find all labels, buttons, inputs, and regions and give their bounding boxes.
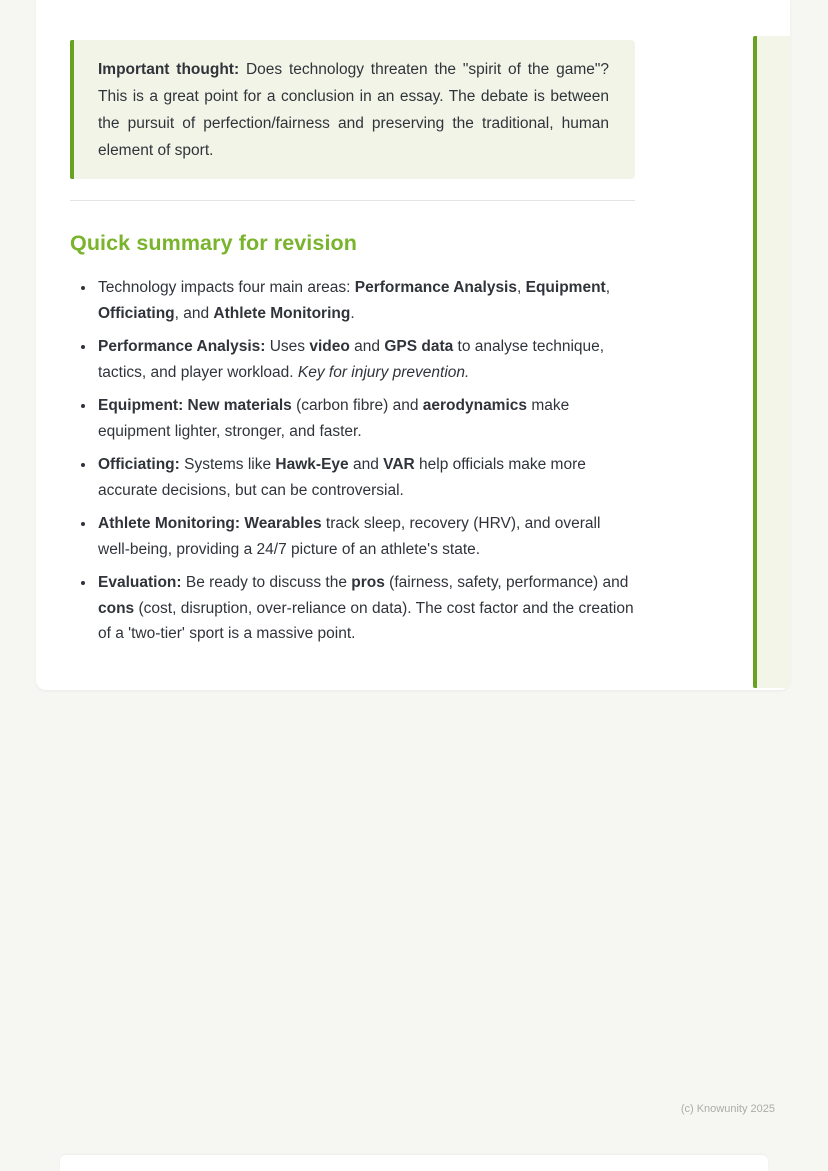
list-item: • Performance Analysis: Uses video and GPS data to analyse technique, tactics, and player workload. Key for injury prevention. (96, 334, 635, 385)
document-page (36, 0, 790, 690)
copyright-text: (c) Knowunity 2025 (680, 1103, 775, 1115)
section-divider (70, 200, 635, 201)
list-item: • Technology impacts four main areas: Performance Analysis, Equipment, Officiating, and Athlete Monitoring. (96, 275, 635, 326)
page-content (70, 0, 635, 655)
callout-text: Important thought: Does technology threaten the "spirit of the game"? This is a great point for a conclusion in an essay. The debate is between the pursuit of perfection/fairness and preserving the traditional, human element of sport. (98, 61, 609, 159)
important-thought-callout (70, 40, 635, 179)
list-item: • Evaluation: Be ready to discuss the pros (fairness, safety, performance) and cons (cost, disruption, over-reliance on data). The cost factor and the creation of a 'two-tier' sport is a massive point. (96, 570, 635, 647)
list-item: • Equipment: New materials (carbon fibre) and aerodynamics make equipment lighter, stronger, and faster. (96, 393, 635, 444)
list-item: • Athlete Monitoring: Wearables track sleep, recovery (HRV), and overall well-being, providing a 24/7 picture of an athlete's state. (96, 511, 635, 562)
summary-list (70, 275, 635, 647)
partial-callout-right-edge (753, 36, 790, 688)
section-heading: Quick summary for revision (70, 231, 357, 255)
list-item: • Officiating: Systems like Hawk-Eye and VAR help officials make more accurate decisions, but can be controversial. (96, 452, 635, 503)
next-page-edge (60, 1155, 768, 1171)
